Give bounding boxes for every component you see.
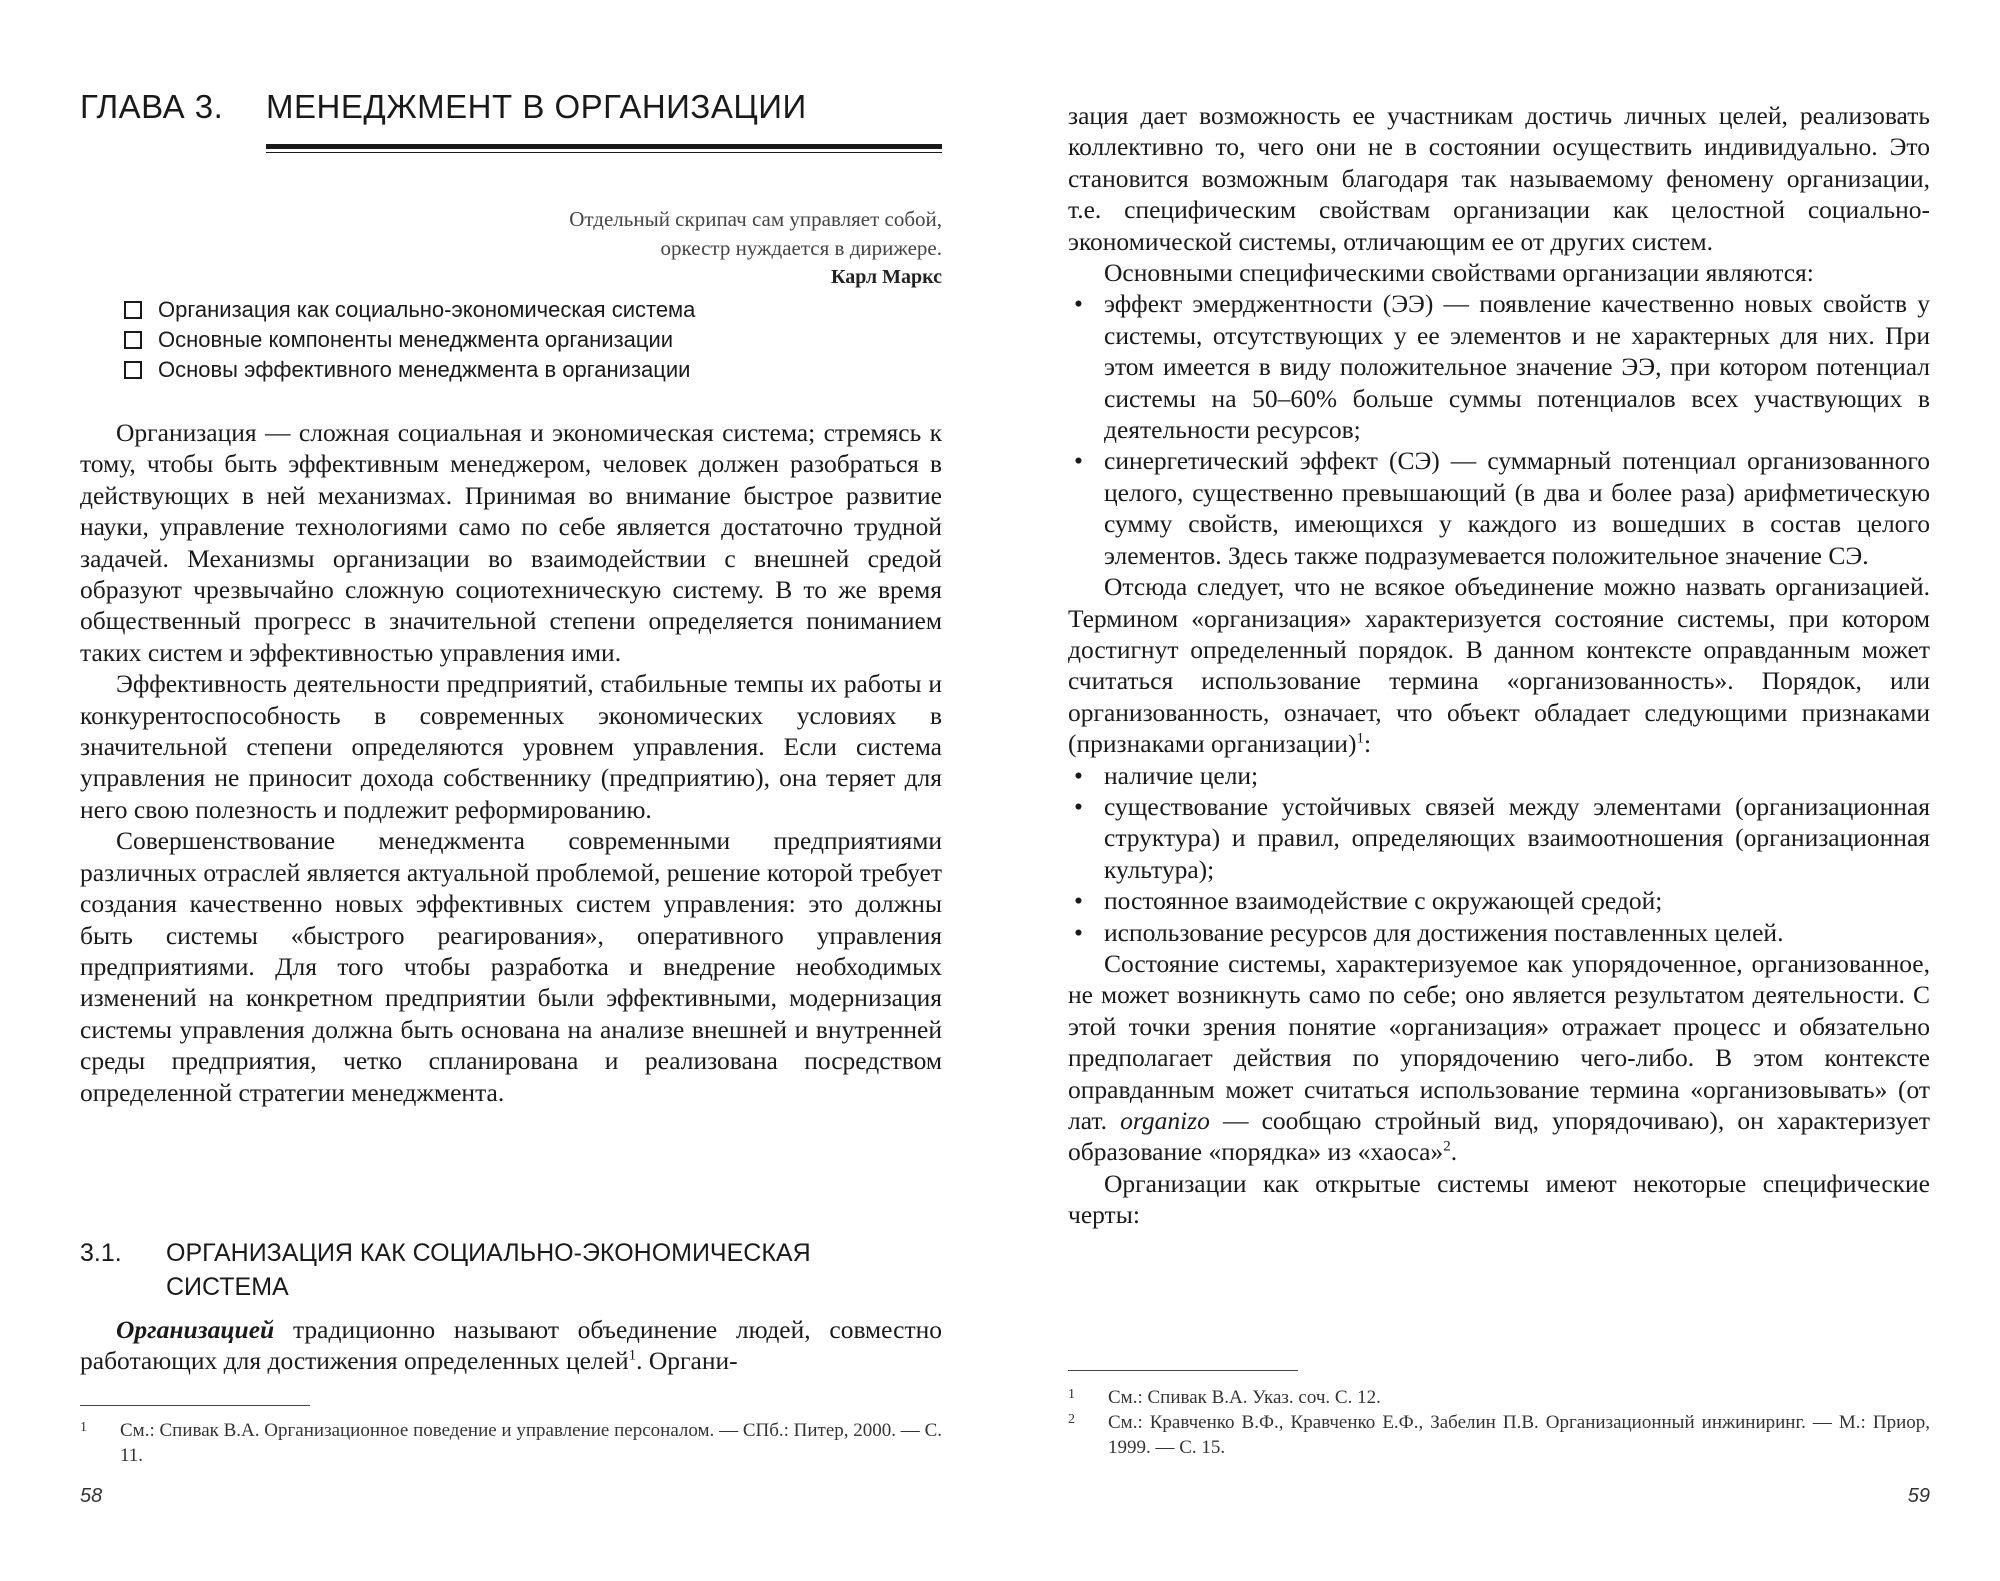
- definition-text: [80, 1314, 942, 1377]
- contents-item: [124, 355, 924, 385]
- paragraph-text: Состояние системы, характеризуемое как упорядоченное, организованное, не может возникнуть само по себе; оно является результатом деятельности. С этой точки зрения понятие «организация» отражает процесс и обязательно предполагает действия по упорядочению чего-либо. В этом контексте оправданным может считаться использование термина «организовывать» (от лат.: [1068, 948, 1930, 1135]
- paragraph: [1068, 948, 1930, 1168]
- paragraph-continuation: зация дает возможность ее участникам достичь личных целей, реализовать коллективно то, чего они не в состоянии осуществить индивидуально. Это становится возможным благодаря так называемому феномену организации, т.е. специфическим свойствам организации как целостной социально-экономической системы, отличающим ее от других систем.: [1068, 101, 1930, 256]
- bullet-icon: •: [1074, 446, 1083, 476]
- bullet-icon: •: [1074, 886, 1083, 916]
- paragraph-tail: :: [1363, 729, 1372, 759]
- list-item: [1068, 917, 1930, 948]
- paragraph: Эффективность деятельности предприятий, стабильные темпы их работы и конкурентоспособность в современных экономических условиях в значительной степени определяются уровнем управления. Если система управления не приносит дохода собственнику (предприятию), она теряет для него свою полезность и подлежит реформированию.: [80, 669, 942, 824]
- page-number: 59: [1907, 1485, 1930, 1507]
- paragraph: Организации как открытые системы имеют некоторые специфические черты:: [1068, 1168, 1930, 1230]
- chapter-rule-thin: [266, 152, 942, 153]
- epigraph-line: оркестр нуждается в дирижере.: [660, 236, 942, 260]
- contents-item: [124, 325, 924, 355]
- bullet-icon: •: [1074, 917, 1083, 947]
- footnote-ref[interactable]: 1: [628, 1347, 637, 1364]
- list-item-text: постоянное взаимодействие с окружающей средой;: [1104, 886, 1663, 916]
- list-item-text: существование устойчивых связей между элементами (организационная структура) и правил, определяющих взаимоотношения (организационная культура);: [1104, 791, 1930, 884]
- paragraph: Основными специфическими свойствами организации являются:: [1104, 258, 1814, 288]
- list-item-text: наличие цели;: [1104, 760, 1259, 790]
- latin-term: organizo: [1120, 1106, 1210, 1135]
- chapter-number: ГЛАВА 3.: [80, 88, 224, 125]
- list-item: [1068, 288, 1930, 445]
- footnotes: [80, 1418, 942, 1468]
- contents-item: [124, 295, 924, 325]
- footnote-mark: 1: [1068, 1387, 1075, 1402]
- footnote: [1068, 1410, 1930, 1460]
- properties-list: [1068, 288, 1930, 571]
- epigraph-author: Карл Маркс: [831, 266, 942, 288]
- chapter-title: МЕНЕДЖМЕНТ В ОРГАНИЗАЦИИ: [266, 88, 807, 125]
- list-item-text: использование ресурсов для достижения поставленных целей.: [1104, 917, 1784, 947]
- paragraph-text: Отсюда следует, что не всякое объединение можно назвать организацией. Термином «организация» характеризуется состояние системы, при котором достигнут определенный порядок. В данном контексте оправданным может считаться использование термина «организованность». Порядок, или организованность, означает, что объект обладает следующими признаками (признаками организации): [1068, 572, 1930, 759]
- footnote-mark: 1: [80, 1420, 87, 1435]
- paragraph-text: — сообщаю стройный вид, упорядочиваю), он характеризует образование «порядка» из «хаоса»: [1068, 1106, 1931, 1167]
- contents-item-label: Основные компоненты менеджмента организации: [158, 327, 674, 352]
- list-item-text: синергетический эффект (СЭ) — суммарный потенциал организованного целого, существенно превышающий (в два и более раза) арифметическую сумму свойств, имеющихся у каждого из вошедших в состав целого элементов. Здесь также подразумевается положительное значение СЭ.: [1104, 446, 1930, 570]
- section-number: 3.1.: [80, 1239, 122, 1267]
- paragraph: [80, 1314, 942, 1377]
- paragraph: Организация — сложная социальная и экономическая система; стремясь к тому, чтобы быть эффективным менеджером, человек должен разобраться в действующих в ней механизмах. Принимая во внимание быстрое развитие науки, управление технологиями само по себе является достаточно трудной задачей. Механизмы организации во взаимодействии с внешней средой образуют чрезвычайно сложную социотехническую систему. В то же время общественный прогресс в значительной степени определяется пониманием таких систем и эффективностью управления ими.: [80, 418, 942, 667]
- footnote-mark: 2: [1068, 1412, 1075, 1427]
- footnote: [80, 1418, 942, 1468]
- chapter-intro-text: [80, 417, 942, 1108]
- footnote-text: См.: Спивак В.А. Организационное поведение и управление персоналом. — СПб.: Питер, 2000. — С. 11.: [120, 1420, 942, 1466]
- checkbox-icon: [124, 331, 142, 349]
- footnote-text: См.: Спивак В.А. Указ. соч. С. 12.: [1108, 1387, 1381, 1408]
- contents-item-label: Основы эффективного менеджмента в организации: [158, 357, 691, 382]
- bullet-icon: •: [1074, 760, 1083, 790]
- checkbox-icon: [124, 361, 142, 379]
- paragraph-tail: .: [1450, 1137, 1458, 1167]
- page-number: 58: [80, 1485, 103, 1507]
- footnotes: [1068, 1385, 1930, 1460]
- footnote-ref[interactable]: 1: [1356, 730, 1364, 747]
- list-item: [1068, 791, 1930, 885]
- footnote-rule: [1068, 1370, 1298, 1371]
- epigraph-line: Отдельный скрипач сам управляет собой,: [569, 207, 942, 231]
- chapter-rule: [266, 144, 942, 149]
- list-item: [1068, 760, 1930, 791]
- footnote-ref[interactable]: 2: [1443, 1138, 1451, 1155]
- right-page-text: [1068, 100, 1930, 1231]
- list-item-text: эффект эмерджентности (ЭЭ) — появление качественно новых свойств у системы, отсутствующих у ее элементов и не характерных для них. При этом имеется в виду положительное значение ЭЭ, при котором потенциал системы на 50–60% больше суммы потенциалов всех участвующих в деятельности ресурсов;: [1104, 289, 1930, 445]
- epigraph: [342, 205, 942, 292]
- definition-body: традиционно называют объединение людей, совместно работающих для достижения определенных целей: [80, 1315, 942, 1376]
- footnote: [1068, 1385, 1930, 1410]
- paragraph: [1068, 571, 1930, 759]
- list-item: [1068, 885, 1930, 916]
- definition-term: Организацией: [116, 1315, 275, 1344]
- section-title: ОРГАНИЗАЦИЯ КАК СОЦИАЛЬНО-ЭКОНОМИЧЕСКАЯ СИСТЕМА: [166, 1239, 811, 1301]
- definition-tail: . Органи-: [636, 1346, 738, 1376]
- bullet-icon: •: [1074, 289, 1083, 319]
- checkbox-icon: [124, 301, 142, 319]
- signs-list: [1068, 760, 1930, 948]
- bullet-icon: •: [1074, 791, 1083, 821]
- footnote-rule: [80, 1405, 310, 1406]
- footnote-text: См.: Кравченко В.Ф., Кравченко Е.Ф., Забелин П.В. Организационный инжиниринг. — М.: Приор, 1999. — С. 15.: [1108, 1412, 1930, 1458]
- chapter-contents: [124, 295, 924, 385]
- list-item: [1068, 445, 1930, 571]
- contents-item-label: Организация как социально-экономическая система: [158, 297, 696, 322]
- paragraph: Совершенствование менеджмента современными предприятиями различных отраслей является актуальной проблемой, решение которой требует создания качественно новых эффективных систем управления: это должны быть системы «быстрого реагирования», оперативного управления предприятиями. Для того чтобы разработка и внедрение необходимых изменений на конкретном предприятии были эффективными, модернизация системы управления должна быть основана на анализе внешней и внутренней среды предприятия, четко спланирована и реализована посредством определенной стратегии менеджмента.: [80, 826, 942, 1107]
